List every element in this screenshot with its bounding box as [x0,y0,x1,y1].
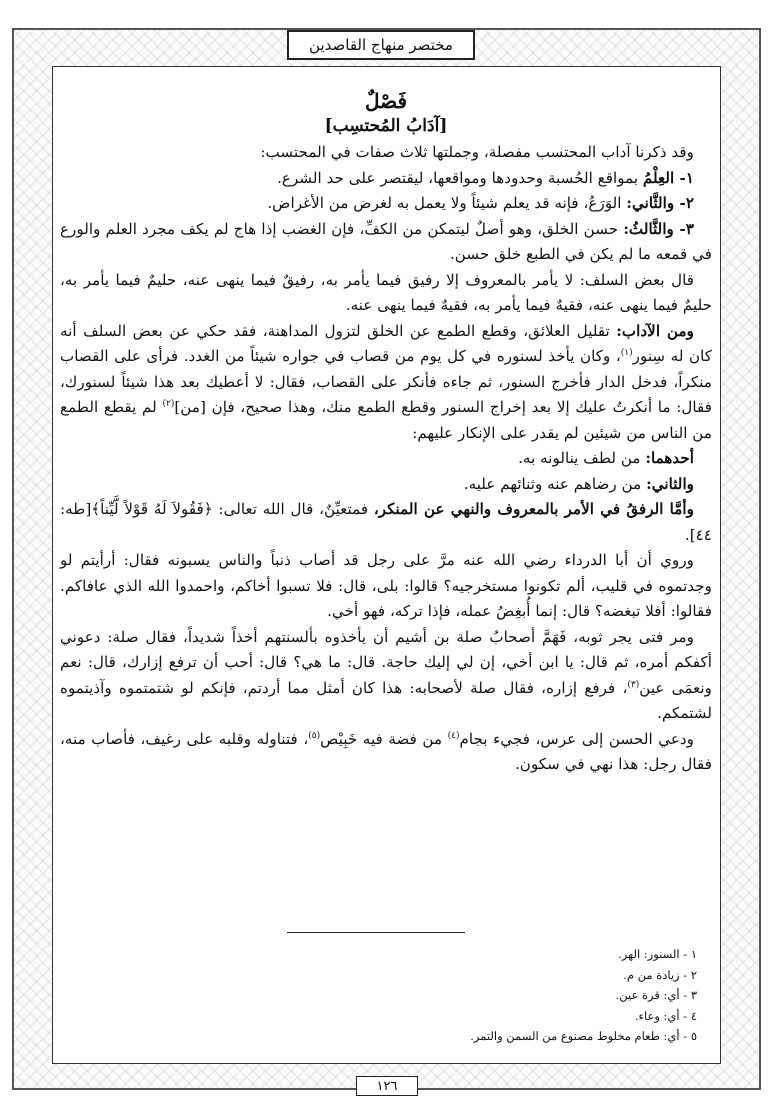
footnote-ref[interactable]: (٢) [162,398,175,409]
paragraph-point-1 [60,166,712,192]
paragraph-text: من لطف ينالونه به. [518,449,646,467]
paragraph-text: حسن الخلق، وهو أصلٌ ليتمكن من الكفِّ، فإن الغضب إذا هاج لم يكف مجرد العلم والورع في قمعه ما لم يكن في الطبع خلق حسن. [60,219,712,263]
section-title: فَصْلٌ [364,89,408,113]
point-lead: ٢- والثَّاني: [626,194,694,212]
footnote-ref[interactable]: (١) [620,347,633,358]
footnote-item: ١ - السنور: الهر. [618,947,697,961]
paragraph-intro [60,140,712,166]
footnote-ref[interactable]: (٤) [447,730,460,741]
footnote-ref[interactable]: (٥) [308,730,321,741]
point-lead: ومن الآداب: [616,321,694,340]
running-header [287,30,475,60]
footnote-ref[interactable]: (٣) [627,679,640,690]
paragraph-point-2 [60,191,712,217]
paragraph-text: وقد ذكرنا آداب المحتسب مفصلة، وجملتها ثلاث صفات في المحتسب: [260,143,694,161]
book-title: مختصر منهاج القاصدين [309,36,453,54]
paragraph-text: تقليل العلائق، وقطع الطمع عن الخلق لتزول المداهنة، فقد حكي عن بعض السلف أنه كان له سِنور [60,321,712,365]
paragraph-text: ودعي الحسن إلى عرس، فجيء بجام [459,729,695,748]
paragraph-point-3 [60,217,712,268]
page-number: ١٢٦ [376,1078,398,1094]
footnote-item: ٥ - أي: طعام مخلوط مصنوع من السمن والتمر. [470,1029,697,1043]
point-lead: ١- العِلْمُ [642,168,694,187]
point-lead: وأمَّا الرفقُ في الأمر بالمعروف والنهي عن المنكر، [373,500,694,518]
paragraph-text: من فضة فيه خَبِيْص [320,729,448,748]
footnotes [200,944,697,1047]
point-lead: ٣- والثَّالثُ: [623,219,694,238]
section-subtitle: [آدَابُ المُحتسِب] [324,116,448,136]
paragraph-second [60,472,712,498]
paragraph-first [60,446,712,472]
paragraph-adab [60,319,712,447]
paragraph-text: من رضاهم عنه وثنائهم عليه. [463,474,647,493]
footnote-item: ٢ - زيادة من م. [623,967,697,982]
paragraph-text: فمتعيِّنٌ، قال الله تعالى: ﴿فَقُولاَ لَهُ قَوْلاً لَّيِّناً﴾[طه: ٤٤]. [60,500,712,544]
paragraph-text: لم يقطع الطمع من الناس من شيئين لم يقدر على الإنكار عليهم: [60,398,712,442]
paragraph-text: ، فتناوله وقلبه على رغيف، فأصاب منه، فقال رجل: هذا نهي في سكون. [60,729,712,773]
paragraph-text: ، فرفع إزاره، فقال صلة لأصحابه: هذا كان أمثل مما أردتم، فإنكم لو شتمتموه وآذيتموه لشتمكم. [60,678,712,722]
paragraph-text: بمواقع الحُسبة وحدودها ومواقعها، ليقتصر على حد الشرع. [277,168,643,187]
paragraph-text: ومر فتى يجر ثوبه، فَهَمَّ أصحابُ صلة بن أشيم أن يأخذوه بألسنتهم أخذاً شديداً، فقال صلة: دعوني أكفكم أمره، ثم قال: يا ابن أخي، إن لي إليك حاجة. قال: ما هي؟ قال: أحب أن ترفع إزارك، قال: نعم ونعمَى عين [60,627,712,697]
paragraph-salaf-quote [60,268,712,319]
point-lead: والثاني: [646,474,694,493]
footnote-item: ٣ - أي: قرة عين. [615,988,697,1002]
footnote-divider [287,932,465,933]
point-lead: أحدهما: [645,449,694,467]
paragraph-text: قال بعض السلف: لا يأمر بالمعروف إلا رفيق فيما يأمر به، رفيقٌ فيما ينهى عنه، حليمٌ فيما يأمر به، حليمٌ فيما ينهى عنه، فقيهٌ فيما يأمر به، فقيهٌ فيما ينهى عنه. [60,270,712,314]
paragraph-abu-darda [60,548,712,625]
footnote-item: ٤ - أي: وعاء. [634,1008,697,1023]
paragraph-text: الوَرَعُ، فإنه قد يعلم شيئاً ولا يعمل به لغرض من الأغراض. [267,194,627,212]
page-body [60,88,712,778]
paragraph-hasan [60,727,712,778]
page-number-box [356,1076,418,1096]
paragraph-text: ، وكان يأخذ لسنوره في كل يوم من قصاب في جواره شيئاً من الغدد. فرأى على القصاب منكراً، فدخل الدار فأخرج السنور، ثم جاءه فأنكر على القصاب، فقال: لا أعطيك بعد هذا شيئاً لسنورك، فقال: ما أنكرتُ عليك إلا بعد إخراج السنور وقطع الطمع منك، وهذا صحيح، فإن [من] [60,347,712,416]
paragraph-rifq [60,497,712,548]
paragraph-sila [60,625,712,727]
paragraph-text: وروي أن أبا الدرداء رضي الله عنه مرَّ على رجل قد أصاب ذنباً والناس يسبونه فقال: أرأيتم لو وجدتموه في قليب، ألم تكونوا مستخرجيه؟ قالوا: بلى، قال: فلا تسبوا أخاكم، واحمدوا الله الذي عافاكم. فقالوا: أفلا تبغضه؟ قال: إنما أُبغِضُ عمله، فإذا تركه، فهو أخي. [60,551,712,620]
